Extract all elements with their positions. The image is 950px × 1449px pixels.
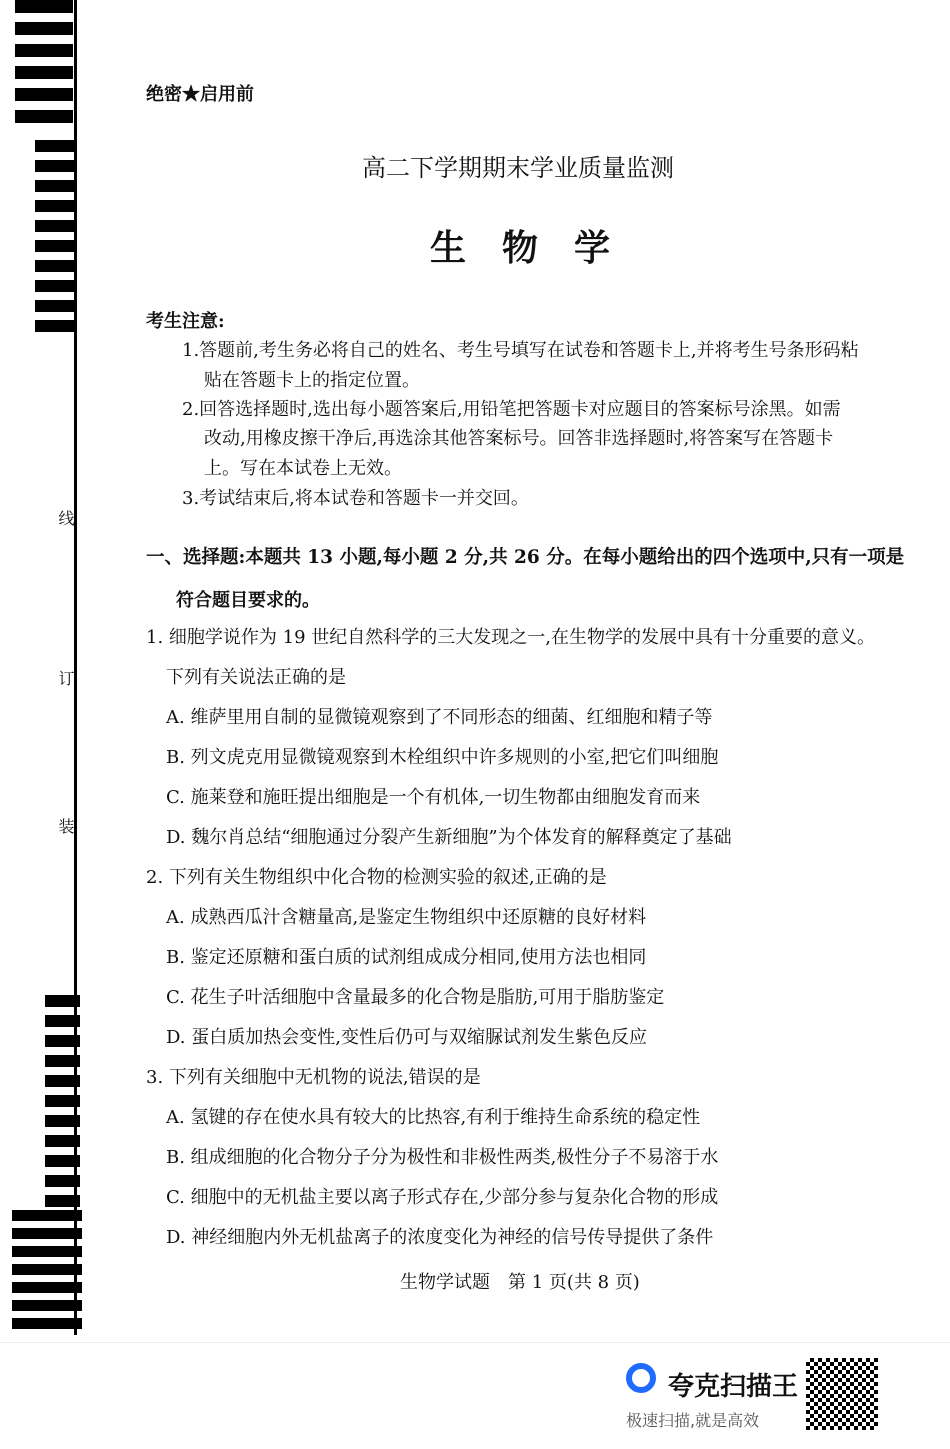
note-line: 改动,用橡皮擦干净后,再选涂其他答案标号。回答非选择题时,将答案写在答题卡 bbox=[204, 428, 834, 449]
barcode-bar bbox=[35, 240, 75, 252]
barcode-bar bbox=[45, 995, 80, 1007]
notes-heading: 考生注意: bbox=[146, 311, 225, 332]
note-line: 1.答题前,考生务必将自己的姓名、考生号填写在试卷和答题卡上,并将考生号条形码粘 bbox=[182, 340, 859, 361]
exam-title: 生 物 学 bbox=[430, 227, 611, 269]
exam-subtitle: 高二下学期期末学业质量监测 bbox=[362, 154, 674, 182]
barcode-bar bbox=[45, 1175, 80, 1187]
barcode-bar bbox=[15, 22, 73, 35]
answer-option: A. 氢键的存在使水具有较大的比热容,有利于维持生命系统的稳定性 bbox=[166, 1107, 701, 1128]
question-stem: 2. 下列有关生物组织中化合物的检测实验的叙述,正确的是 bbox=[146, 867, 607, 888]
note-line: 上。写在本试卷上无效。 bbox=[204, 458, 402, 479]
barcode-bar bbox=[45, 1075, 80, 1087]
section-heading: 一、选择题:本题共 13 小题,每小题 2 分,共 26 分。在每小题给出的四个选项中,只有一项是 bbox=[146, 547, 905, 568]
barcode-bar bbox=[35, 220, 75, 232]
answer-option: A. 成熟西瓜汁含糖量高,是鉴定生物组织中还原糖的良好材料 bbox=[166, 907, 647, 928]
barcode-bar bbox=[12, 1228, 82, 1239]
answer-option: D. 神经细胞内外无机盐离子的浓度变化为神经的信号传导提供了条件 bbox=[166, 1227, 714, 1248]
barcode-bar bbox=[35, 260, 75, 272]
barcode-bar bbox=[12, 1282, 82, 1293]
answer-option: B. 列文虎克用显微镜观察到木栓组织中许多规则的小室,把它们叫细胞 bbox=[166, 747, 719, 768]
scanner-logo-icon bbox=[626, 1363, 656, 1393]
answer-option: A. 维萨里用自制的显微镜观察到了不同形态的细菌、红细胞和精子等 bbox=[166, 707, 713, 728]
barcode-bar bbox=[15, 66, 73, 79]
barcode-bar bbox=[12, 1318, 82, 1329]
barcode-bar bbox=[15, 88, 73, 101]
barcode-bar bbox=[45, 1055, 80, 1067]
barcode-bar bbox=[45, 1135, 80, 1147]
binding-mark-xian: 线 bbox=[56, 510, 75, 526]
answer-option: C. 细胞中的无机盐主要以离子形式存在,少部分参与复杂化合物的形成 bbox=[166, 1187, 719, 1208]
note-line: 3.考试结束后,将本试卷和答题卡一并交回。 bbox=[182, 488, 529, 509]
barcode-bar bbox=[45, 1155, 80, 1167]
barcode-bar bbox=[35, 300, 75, 312]
answer-option: C. 施莱登和施旺提出细胞是一个有机体,一切生物都由细胞发育而来 bbox=[166, 787, 701, 808]
answer-option: B. 组成细胞的化合物分子分为极性和非极性两类,极性分子不易溶于水 bbox=[166, 1147, 719, 1168]
barcode-bar bbox=[35, 280, 75, 292]
scanner-slogan: 极速扫描,就是高效 bbox=[626, 1411, 760, 1430]
qr-code bbox=[806, 1358, 878, 1430]
question-stem: 3. 下列有关细胞中无机物的说法,错误的是 bbox=[146, 1067, 481, 1088]
binding-barcode-strip bbox=[0, 0, 90, 1335]
barcode-bar bbox=[35, 180, 75, 192]
question-stem: 1. 细胞学说作为 19 世纪自然科学的三大发现之一,在生物学的发展中具有十分重要的意义。 bbox=[146, 627, 875, 648]
barcode-bar bbox=[12, 1210, 82, 1221]
barcode-bar bbox=[45, 1195, 80, 1207]
barcode-bar bbox=[15, 0, 73, 13]
barcode-bar bbox=[35, 140, 75, 152]
answer-option: D. 蛋白质加热会变性,变性后仍可与双缩脲试剂发生紫色反应 bbox=[166, 1027, 647, 1048]
barcode-bar bbox=[15, 110, 73, 123]
section-heading-cont: 符合题目要求的。 bbox=[176, 590, 320, 611]
note-line: 贴在答题卡上的指定位置。 bbox=[204, 370, 420, 391]
answer-option: C. 花生子叶活细胞中含量最多的化合物是脂肪,可用于脂肪鉴定 bbox=[166, 987, 665, 1008]
question-stem: 下列有关说法正确的是 bbox=[166, 667, 346, 688]
barcode-bar bbox=[35, 160, 75, 172]
barcode-bar bbox=[45, 1115, 80, 1127]
answer-option: D. 魏尔肖总结“细胞通过分裂产生新细胞”为个体发育的解释奠定了基础 bbox=[166, 827, 732, 848]
barcode-bar bbox=[45, 1035, 80, 1047]
note-line: 2.回答选择题时,选出每小题答案后,用铅笔把答题卡对应题目的答案标号涂黑。如需 bbox=[182, 399, 841, 420]
barcode-bar bbox=[45, 1095, 80, 1107]
barcode-bar bbox=[35, 320, 75, 332]
divider bbox=[0, 1342, 950, 1343]
barcode-bar bbox=[45, 1015, 80, 1027]
page-footer: 生物学试题 第 1 页(共 8 页) bbox=[400, 1272, 640, 1293]
scanner-name: 夸克扫描王 bbox=[668, 1372, 799, 1402]
binding-mark-ding: 订 bbox=[56, 670, 75, 686]
barcode-bar bbox=[15, 44, 73, 57]
barcode-bar bbox=[12, 1264, 82, 1275]
binding-mark-zhuang: 装 bbox=[56, 818, 75, 834]
barcode-bar bbox=[12, 1246, 82, 1257]
barcode-bar bbox=[12, 1300, 82, 1311]
barcode-bar bbox=[35, 200, 75, 212]
answer-option: B. 鉴定还原糖和蛋白质的试剂组成成分相同,使用方法也相同 bbox=[166, 947, 647, 968]
secret-label: 绝密★启用前 bbox=[146, 84, 254, 105]
